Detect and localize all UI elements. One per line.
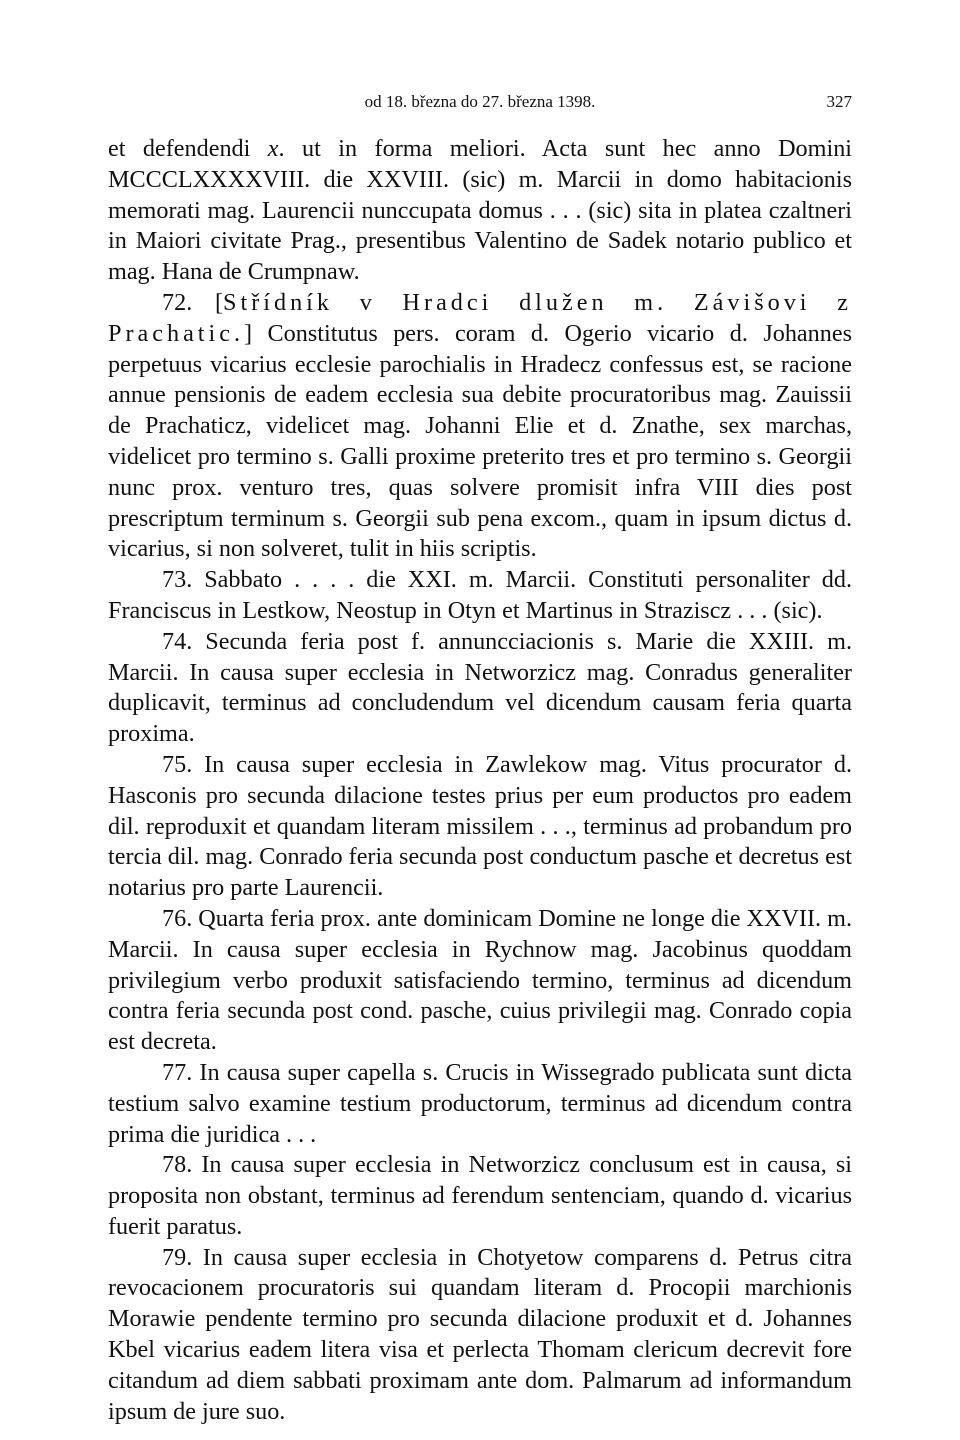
paragraph-continuation — [108, 134, 852, 288]
entry-79: 79. In causa super ecclesia in Chotyetow comparens d. Petrus citra revocacionem procuratoris sui quandam literam d. Procopii marchionis Morawie pendente termino pro secunda dilacione produxit et d. Johannes Kbel vicarius eadem litera visa et perlecta Thomam clericum decrevit fore citandum ad diem sabbati proximam ante dom. Palmarum ad informandum ipsum de jure suo. — [108, 1243, 852, 1425]
entry-72-text: Constitutus pers. coram d. Ogerio vicario d. Johannes perpetuus vicarius ecclesie parochialis in Hradecz confessus est, se racione annue pensionis de eadem ecclesia sua debite procuratoribus mag. Zauissii de Prachaticz, videlicet mag. Johanni Elie et d. Znathe, sex marchas, videlicet pro termino s. Galli proxime preterito tres et pro termino s. Georgii nunc prox. venturo tres, quas solvere promisit infra VIII dies post prescriptum terminum s. Georgii sub pena excom., quam in ipsum dictus d. vicarius, si non solveret, tulit in hiis scriptis. — [108, 319, 852, 563]
entry-72-heading: Střídník v Hradci dlužen m. Závišovi z Prachatic. — [108, 288, 852, 347]
entry-77: 77. In causa super capella s. Crucis in Wissegrado publicata sunt dicta testium salvo examine testium productorum, terminus ad dicendum contra prima die juridica . . . — [108, 1058, 852, 1148]
entry-72-number: 72. — [162, 288, 215, 316]
entry-72-open-bracket: [ — [214, 288, 224, 316]
body-text — [108, 134, 852, 1427]
document-page — [108, 86, 852, 1427]
running-title: od 18. března do 27. března 1398. — [364, 92, 596, 111]
entry-72-close-bracket: ] — [244, 319, 253, 347]
entry-73: 73. Sabbato . . . . die XXI. m. Marcii. Constituti personaliter dd. Franciscus in Lestkow, Neostup in Otyn et Martinus in Straziscz . . . (sic). — [108, 566, 852, 624]
entry-78: 78. In causa super ecclesia in Networzicz conclusum est in causa, si proposita non obstant, terminus ad ferendum sentenciam, quando d. vicarius fuerit paratus. — [108, 1151, 852, 1240]
entry-75: 75. In causa super ecclesia in Zawlekow mag. Vitus procurator d. Hasconis pro secunda dilacione testes prius per eum productos pro eadem dil. reproduxit et quandam literam missilem . . ., terminus ad probandum pro tercia dil. mag. Conrado feria secunda post conductum pasche et decretus est notarius pro parte Laurencii. — [108, 750, 852, 902]
entry-76: 76. Quarta feria prox. ante dominicam Domine ne longe die XXVII. m. Marcii. In causa super ecclesia in Rychnow mag. Jacobinus quoddam privilegium verbo produxit satisfaciendo termino, terminus ad dicendum contra feria secunda post cond. pasche, cuius privilegii mag. Conrado copia est decreta. — [108, 904, 852, 1056]
page-number: 327 — [826, 92, 852, 111]
paragraph-continuation-italic-x: x — [267, 135, 279, 162]
entry-74: 74. Secunda feria post f. annuncciacionis s. Marie die XXIII. m. Marcii. In causa super ecclesia in Networzicz mag. Conradus generaliter duplicavit, terminus ad concludendum vel dicendum causam feria quarta proxima. — [108, 627, 852, 748]
paragraph-continuation-text-a: et defendendi — [108, 135, 268, 162]
paragraph-continuation-text-b: . ut in forma meliori. Acta sunt hec anno Domini MCCCLXXXXVIII. die XXVIII. (sic) m. Marcii in domo habitacionis memorati mag. Laurencii nunccupata domus . . . (sic) sita in platea czaltneri in Maiori civitate Prag., presentibus Valentino de Sadek notario publico et mag. Hana de Crumpnaw. — [108, 135, 853, 286]
page-header — [108, 86, 852, 116]
entry-72 — [108, 288, 852, 565]
